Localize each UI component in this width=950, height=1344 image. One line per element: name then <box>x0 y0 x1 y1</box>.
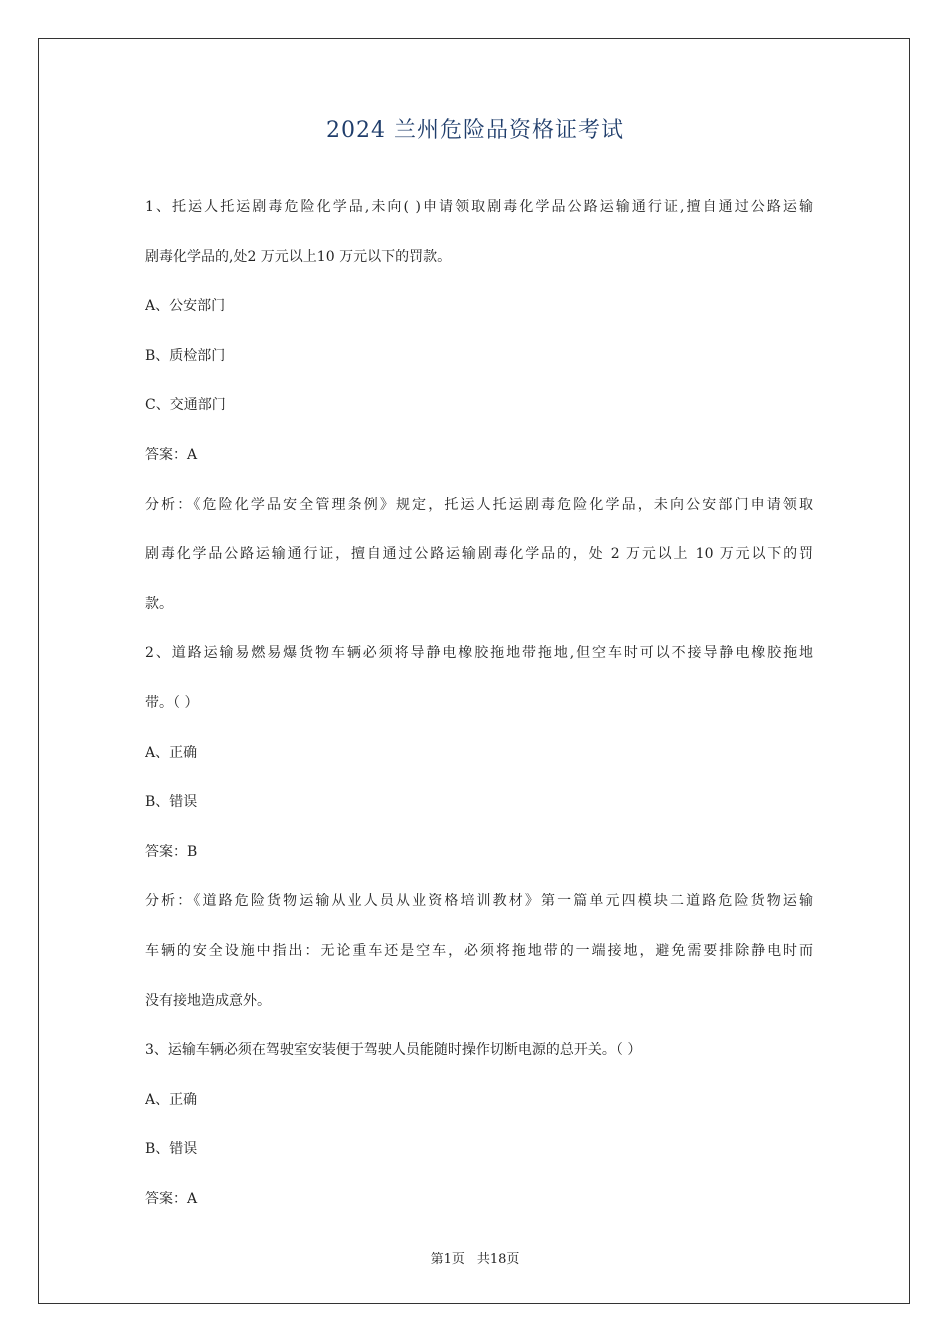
question-1-text-line-2: 剧毒化学品的,处2 万元以上10 万元以下的罚款。 <box>145 248 452 265</box>
document-title: 2024 兰州危险品资格证考试 <box>326 118 624 143</box>
question-3-option-a: A、正确 <box>145 1091 198 1108</box>
question-1-text-line-1: 1、托运人托运剧毒危险化学品,未向( )申请领取剧毒化学品公路运输通行证,擅自通过公路运输 <box>145 199 813 215</box>
question-1-analysis-line-2: 剧毒化学品公路运输通行证，擅自通过公路运输剧毒化学品的，处 2 万元以上 10 万元以下的罚 <box>145 546 813 563</box>
document-body <box>145 199 813 1240</box>
question-2-option-b: B、错误 <box>145 794 198 811</box>
question-2-text-line-1: 2、道路运输易燃易爆货物车辆必须将导静电橡胶拖地带拖地,但空车时可以不接导静电橡胶拖地 <box>145 645 813 662</box>
question-2-analysis-line-2: 车辆的安全设施中指出：无论重车还是空车，必须将拖地带的一端接地，避免需要排除静电时而 <box>145 942 813 959</box>
page-total: 共18页 <box>476 1252 520 1267</box>
question-1-option-c: C、交通部门 <box>145 397 226 414</box>
question-3-answer: 答案：A <box>145 1190 198 1207</box>
question-3-option-b: B、错误 <box>145 1141 198 1158</box>
question-1-analysis-line-1: 分析：《危险化学品安全管理条例》规定，托运人托运剧毒危险化学品，未向公安部门申请领取 <box>145 496 813 513</box>
question-2-answer: 答案：B <box>145 843 198 860</box>
question-1-option-a: A、公安部门 <box>145 298 226 315</box>
question-1-answer: 答案：A <box>145 446 198 463</box>
question-3-text: 3、运输车辆必须在驾驶室安装便于驾驶人员能随时操作切断电源的总开关。（ ） <box>145 1042 642 1059</box>
page-number: 第1页 <box>430 1252 465 1267</box>
question-2-text-line-2: 带。（ ） <box>145 694 199 711</box>
question-2-analysis-line-3: 没有接地造成意外。 <box>145 992 271 1009</box>
question-2-option-a: A、正确 <box>145 744 198 761</box>
page-footer <box>0 1248 950 1267</box>
question-2-analysis-line-1: 分析：《道路危险货物运输从业人员从业资格培训教材》第一篇单元四模块二道路危险货物运输 <box>145 893 813 910</box>
question-1-option-b: B、质检部门 <box>145 347 226 364</box>
question-1-analysis-line-3: 款。 <box>145 595 173 612</box>
